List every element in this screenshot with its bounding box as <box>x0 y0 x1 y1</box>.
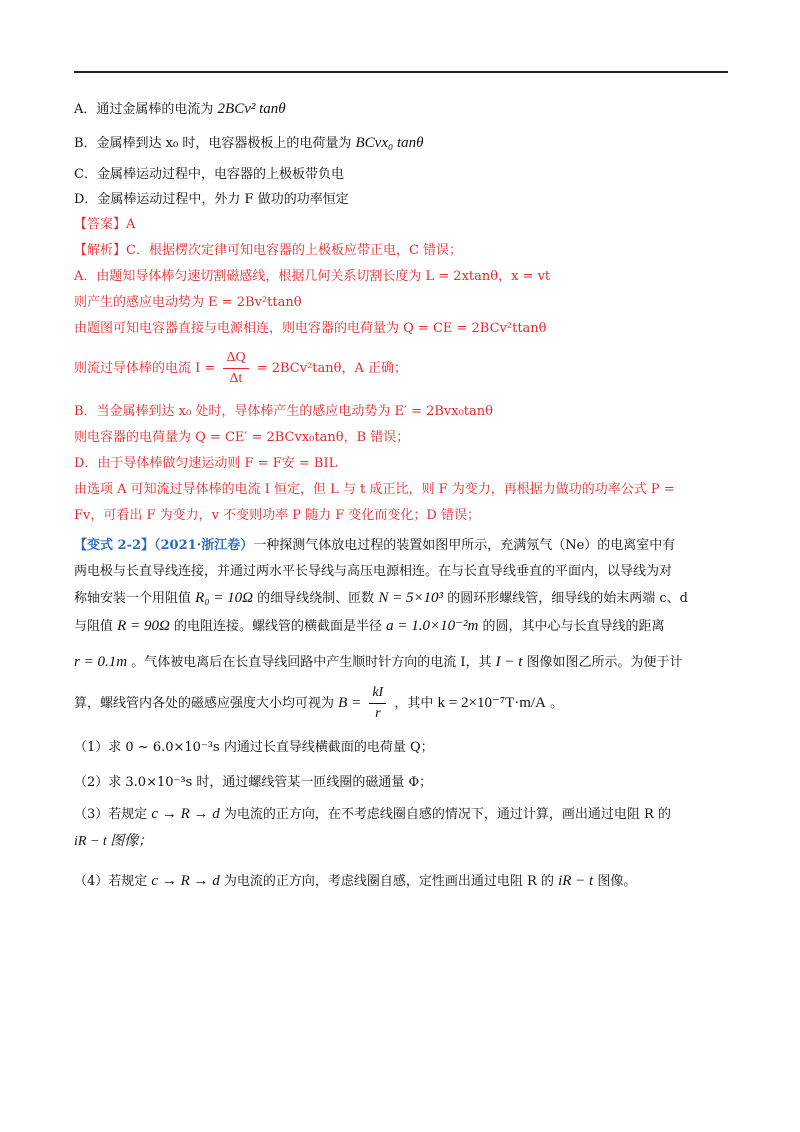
distance-r: r = 0.1m <box>74 654 128 670</box>
analysis-line-4: 由题图可知电容器直接与电源相连，则电容器的电荷量为 Q = CE = 2BCv²ttanθ <box>74 321 547 336</box>
problem-text-3c: 的细导线绕制、匝数 <box>257 591 375 606</box>
question-4-c: 为电流的正方向，考虑线圈自感，定性画出通过电阻 R 的 <box>223 874 554 889</box>
problem-text-5d: 图像如图乙所示。为便于计 <box>526 655 683 670</box>
question-4-graph: iR − t <box>558 873 594 889</box>
option-a <box>74 100 286 119</box>
problem-text-4c: 的电阻连接。螺线管的横截面是半径 <box>173 619 382 634</box>
problem-text-3e: 的圆环形螺线管，细导线的始末两端 c、d <box>447 591 688 606</box>
analysis-line-2: A．由题知导体棒匀速切割磁感线，根据几何关系切割长度为 L = 2xtanθ，x = vt <box>74 269 551 284</box>
question-3-c: 为电流的正方向，在不考虑线圈自感的情况下，通过计算，画出通过电阻 R 的 <box>223 807 671 822</box>
problem-text-4e: 的圆，其中心与长直导线的距离 <box>482 619 665 634</box>
answer-label: 【答案】A <box>74 217 136 232</box>
top-rule <box>74 71 728 73</box>
i-t-label: I − t <box>495 654 523 670</box>
problem-text-6c: ，其中 <box>394 696 434 711</box>
analysis-line-6: B．当金属棒到达 x₀ 处时，导体棒产生的感应电动势为 E′ = 2Bvx₀tanθ <box>74 404 493 419</box>
radius-a: a = 1.0×10⁻²m <box>386 618 479 634</box>
problem-line-1 <box>74 537 675 555</box>
problem-line-3 <box>74 589 688 608</box>
option-b-formula: BCvx₀ tanθ <box>355 135 424 151</box>
b-fraction-denominator: r <box>375 706 381 721</box>
question-4-e: 图像。 <box>597 874 637 889</box>
problem-text-4a: 与阻值 <box>74 619 114 634</box>
analysis-line-7: 则电容器的电荷量为 Q = CE′ = 2BCvx₀tanθ，B 错误； <box>74 430 410 445</box>
current-direction-4: c → R → d <box>151 873 220 889</box>
problem-text-6a: 算，螺线管内各处的磁感应强度大小均可视为 <box>74 696 335 711</box>
fraction-numerator: ΔQ <box>223 348 248 369</box>
question-3 <box>74 805 671 824</box>
analysis-line-5-pre: 则流过导体棒的电流 I = <box>74 361 216 376</box>
analysis-line-10: Fv，可看出 F 为变力，v 不变则功率 P 随力 F 变化而变化；D 错误； <box>74 508 480 523</box>
problem-text-6e: 。 <box>550 696 564 711</box>
problem-text-1: 一种探测气体放电过程的装置如图甲所示，充满氖气（Ne）的电离室中有 <box>253 538 676 553</box>
analysis-line-1: 【解析】C．根据楞次定律可知电容器的上极板应带正电，C 错误； <box>74 243 463 258</box>
question-4-a: （4）若规定 <box>74 874 148 889</box>
analysis-line-3: 则产生的感应电动势为 E = 2Bv²ttanθ <box>74 295 302 310</box>
question-1: （1）求 0 ~ 6.0×10⁻³s 内通过长直导线横截面的电荷量 Q； <box>74 740 434 755</box>
analysis-line-5 <box>74 348 407 390</box>
question-4 <box>74 872 636 891</box>
analysis-line-5-post: = 2BCv²tanθ，A 正确； <box>256 361 407 376</box>
option-b <box>74 134 424 153</box>
problem-text-5b: 。气体被电离后在长直导线回路中产生顺时针方向的电流 I，其 <box>131 655 492 670</box>
question-3-a: （3）若规定 <box>74 807 148 822</box>
b-fraction <box>369 683 386 724</box>
b-formula: B = <box>338 695 362 711</box>
current-fraction <box>223 348 248 389</box>
analysis-line-9: 由选项 A 可知流过导体棒的电流 I 恒定，但 L 与 t 成正比，则 F 为变力，再根据力做功的功率公式 P = <box>74 482 675 497</box>
problem-tag: 【变式 2-2】（2021·浙江卷） <box>74 538 254 553</box>
analysis-line-8: D．由于导体棒做匀速运动则 F = F安 = BIL <box>74 456 338 471</box>
option-b-text: B．金属棒到达 x₀ 时，电容器极板上的电荷量为 <box>74 136 352 151</box>
problem-line-4 <box>74 617 665 636</box>
turns-n: N = 5×10³ <box>378 590 444 606</box>
problem-text-3a: 称轴安装一个用阻值 <box>74 591 192 606</box>
current-direction-3: c → R → d <box>151 806 220 822</box>
option-a-text: A．通过金属棒的电流为 <box>74 102 214 117</box>
option-d: D．金属棒运动过程中，外力 F 做功的功率恒定 <box>74 192 349 207</box>
problem-line-2: 两电极与长直导线连接，并通过两水平长导线与高压电源相连。在与长直导线垂直的平面内，以导线为对 <box>74 564 673 579</box>
problem-line-5 <box>74 653 683 672</box>
problem-line-6 <box>74 682 563 725</box>
question-2: （2）求 3.0×10⁻³s 时，通过螺线管某一匝线圈的磁通量 Φ； <box>74 775 433 790</box>
question-3-graph-label: iR − t 图像； <box>74 834 153 849</box>
option-a-formula: 2BCv² tanθ <box>217 101 286 117</box>
b-fraction-numerator: kI <box>369 683 386 704</box>
option-c: C．金属棒运动过程中，电容器的上极板带负电 <box>74 167 344 182</box>
resistance-r: R = 90Ω <box>117 618 170 634</box>
resistance-r0: R₀ = 10Ω <box>195 590 254 606</box>
fraction-denominator: Δt <box>229 371 243 386</box>
k-constant: k = 2×10⁻⁷T·m/A <box>437 695 546 711</box>
